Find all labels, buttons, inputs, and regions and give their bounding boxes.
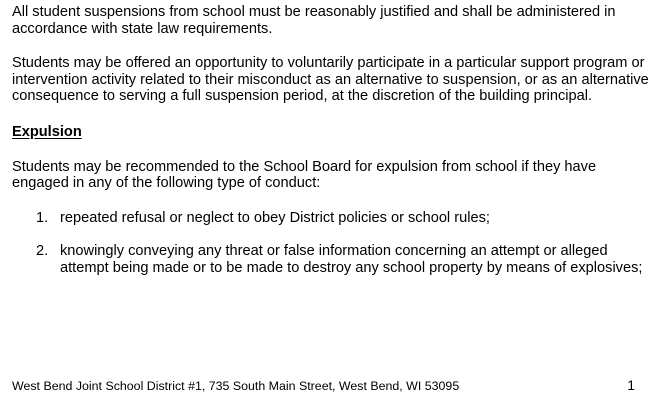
document-body xyxy=(12,4,652,277)
page-number: 1 xyxy=(627,377,635,393)
section-heading-expulsion: Expulsion xyxy=(12,123,82,140)
list-item-number: 1. xyxy=(36,209,49,226)
footer-address: West Bend Joint School District #1, 735 South Main Street, West Bend, WI 53095 xyxy=(12,379,460,393)
alternative-program-paragraph: Students may be offered an opportunity to voluntarily participate in a particular support program or intervention activity related to their misconduct as an alternative to suspension, or as an alternative consequence to serving a full suspension period, at the discretion of the building principal. xyxy=(12,55,649,105)
list-item-number: 2. xyxy=(36,243,49,260)
list-item xyxy=(12,210,652,227)
list-item-text: repeated refusal or neglect to obey District policies or school rules; xyxy=(60,209,490,226)
suspension-paragraph: All student suspensions from school must be reasonably justified and shall be administered in accordance with state law requirements. xyxy=(12,4,616,37)
expulsion-intro-paragraph: Students may be recommended to the School Board for expulsion from school if they have engaged in any of the following type of conduct: xyxy=(12,158,597,192)
list-item-text: knowingly conveying any threat or false information concerning an attempt or alleged attempt being made or to be made to destroy any school property by means of explosives; xyxy=(60,243,643,276)
conduct-list xyxy=(12,210,652,277)
list-item xyxy=(12,243,652,276)
